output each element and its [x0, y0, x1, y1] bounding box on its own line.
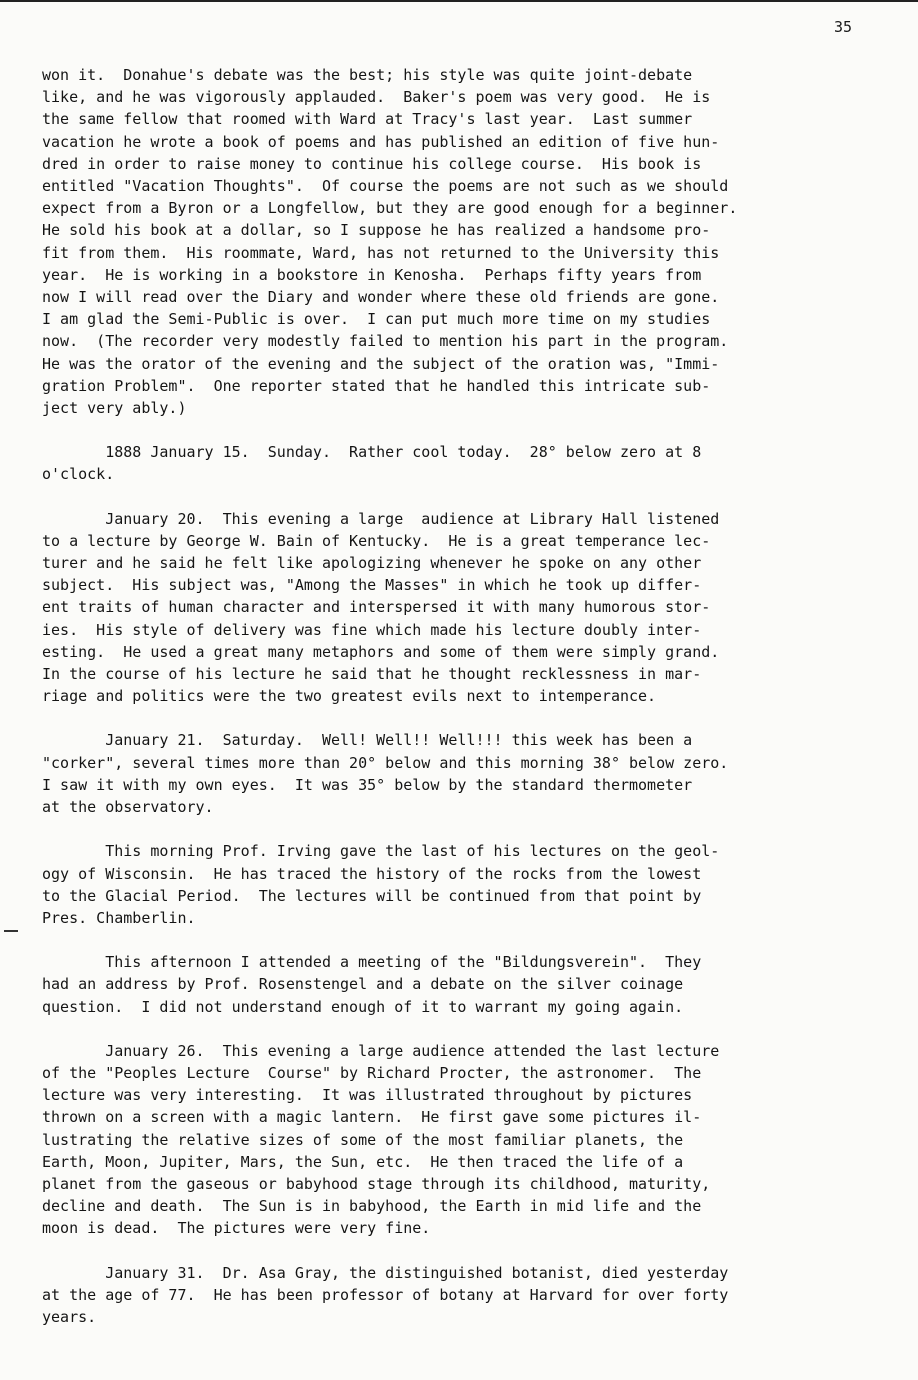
- text-line: years.: [42, 1307, 97, 1326]
- text-line: Earth, Moon, Jupiter, Mars, the Sun, etc. He then traced the life of a: [42, 1152, 684, 1171]
- text-line: lecture was very interesting. It was illustrated throughout by pictures: [42, 1086, 693, 1105]
- text-line: year. He is working in a bookstore in Kenosha. Perhaps fifty years from: [42, 265, 702, 284]
- diary-paragraph: [42, 1262, 892, 1329]
- text-line: He sold his book at a dollar, so I suppose he has realized a handsome pro-: [42, 221, 711, 240]
- text-line: January 20. This evening a large audience at Library Hall listened: [42, 509, 720, 528]
- diary-paragraph: [42, 441, 892, 485]
- text-line: In the course of his lecture he said that he thought recklessness in mar-: [42, 665, 702, 684]
- page-number: 35: [833, 18, 852, 36]
- text-line: now. (The recorder very modestly failed to mention his part in the program.: [42, 332, 729, 351]
- text-line: dred in order to raise money to continue his college course. His book is: [42, 154, 702, 173]
- text-line: the same fellow that roomed with Ward at Tracy's last year. Last summer: [42, 110, 693, 129]
- text-line: decline and death. The Sun is in babyhood, the Earth in mid life and the: [42, 1197, 702, 1216]
- text-line: of the "Peoples Lecture Course" by Richard Procter, the astronomer. The: [42, 1063, 702, 1082]
- text-line: expect from a Byron or a Longfellow, but they are good enough for a beginner.: [42, 199, 738, 218]
- text-line: planet from the gaseous or babyhood stage through its childhood, maturity,: [42, 1174, 711, 1193]
- text-line: This afternoon I attended a meeting of the "Bildungsverein". They: [42, 953, 702, 972]
- top-edge-rule: [0, 0, 918, 2]
- diary-paragraph: [42, 508, 892, 708]
- text-line: I am glad the Semi-Public is over. I can put much more time on my studies: [42, 310, 711, 329]
- text-line: thrown on a screen with a magic lantern. He first gave some pictures il-: [42, 1108, 702, 1127]
- diary-paragraph: [42, 840, 892, 929]
- text-line: ent traits of human character and interspersed it with many humorous stor-: [42, 598, 711, 617]
- text-line: ject very ably.): [42, 399, 187, 418]
- text-line: ogy of Wisconsin. He has traced the history of the rocks from the lowest: [42, 864, 702, 883]
- text-line: at the observatory.: [42, 798, 214, 817]
- text-line: entitled "Vacation Thoughts". Of course the poems are not such as we should: [42, 177, 729, 196]
- diary-paragraph: [42, 951, 892, 1018]
- text-line: esting. He used a great many metaphors and some of them were simply grand.: [42, 642, 720, 661]
- text-line: to a lecture by George W. Bain of Kentucky. He is a great temperance lec-: [42, 531, 711, 550]
- diary-paragraph: [42, 64, 892, 419]
- text-line: moon is dead. The pictures were very fine.: [42, 1219, 431, 1238]
- text-line: had an address by Prof. Rosenstengel and a debate on the silver coinage: [42, 975, 684, 994]
- text-line: lustrating the relative sizes of some of the most familiar planets, the: [42, 1130, 684, 1149]
- text-line: January 21. Saturday. Well! Well!! Well!!! this week has been a: [42, 731, 693, 750]
- margin-mark: [4, 930, 18, 932]
- text-line: 1888 January 15. Sunday. Rather cool today. 28° below zero at 8: [42, 443, 702, 462]
- text-line: at the age of 77. He has been professor of botany at Harvard for over forty: [42, 1285, 729, 1304]
- text-line: o'clock.: [42, 465, 115, 484]
- text-line: "corker", several times more than 20° below and this morning 38° below zero.: [42, 753, 729, 772]
- text-line: gration Problem". One reporter stated that he handled this intricate sub-: [42, 376, 711, 395]
- diary-paragraph: [42, 1040, 892, 1240]
- text-line: riage and politics were the two greatest evils next to intemperance.: [42, 687, 657, 706]
- text-line: January 31. Dr. Asa Gray, the distinguished botanist, died yesterday: [42, 1263, 729, 1282]
- text-line: now I will read over the Diary and wonder where these old friends are gone.: [42, 288, 720, 307]
- text-line: January 26. This evening a large audience attended the last lecture: [42, 1041, 720, 1060]
- text-line: like, and he was vigorously applauded. Baker's poem was very good. He is: [42, 88, 711, 107]
- text-line: to the Glacial Period. The lectures will be continued from that point by: [42, 886, 702, 905]
- text-line: subject. His subject was, "Among the Masses" in which he took up differ-: [42, 576, 702, 595]
- text-line: Pres. Chamberlin.: [42, 908, 196, 927]
- text-line: This morning Prof. Irving gave the last of his lectures on the geol-: [42, 842, 720, 861]
- diary-paragraph: [42, 729, 892, 818]
- text-line: vacation he wrote a book of poems and has published an edition of five hun-: [42, 132, 720, 151]
- text-line: I saw it with my own eyes. It was 35° below by the standard thermometer: [42, 775, 693, 794]
- text-line: He was the orator of the evening and the subject of the oration was, "Immi-: [42, 354, 720, 373]
- text-line: question. I did not understand enough of it to warrant my going again.: [42, 997, 684, 1016]
- diary-text: [42, 64, 892, 1350]
- text-line: turer and he said he felt like apologizing whenever he spoke on any other: [42, 554, 702, 573]
- text-line: ies. His style of delivery was fine which made his lecture doubly inter-: [42, 620, 702, 639]
- text-line: won it. Donahue's debate was the best; his style was quite joint-debate: [42, 66, 693, 84]
- text-line: fit from them. His roommate, Ward, has not returned to the University this: [42, 243, 720, 262]
